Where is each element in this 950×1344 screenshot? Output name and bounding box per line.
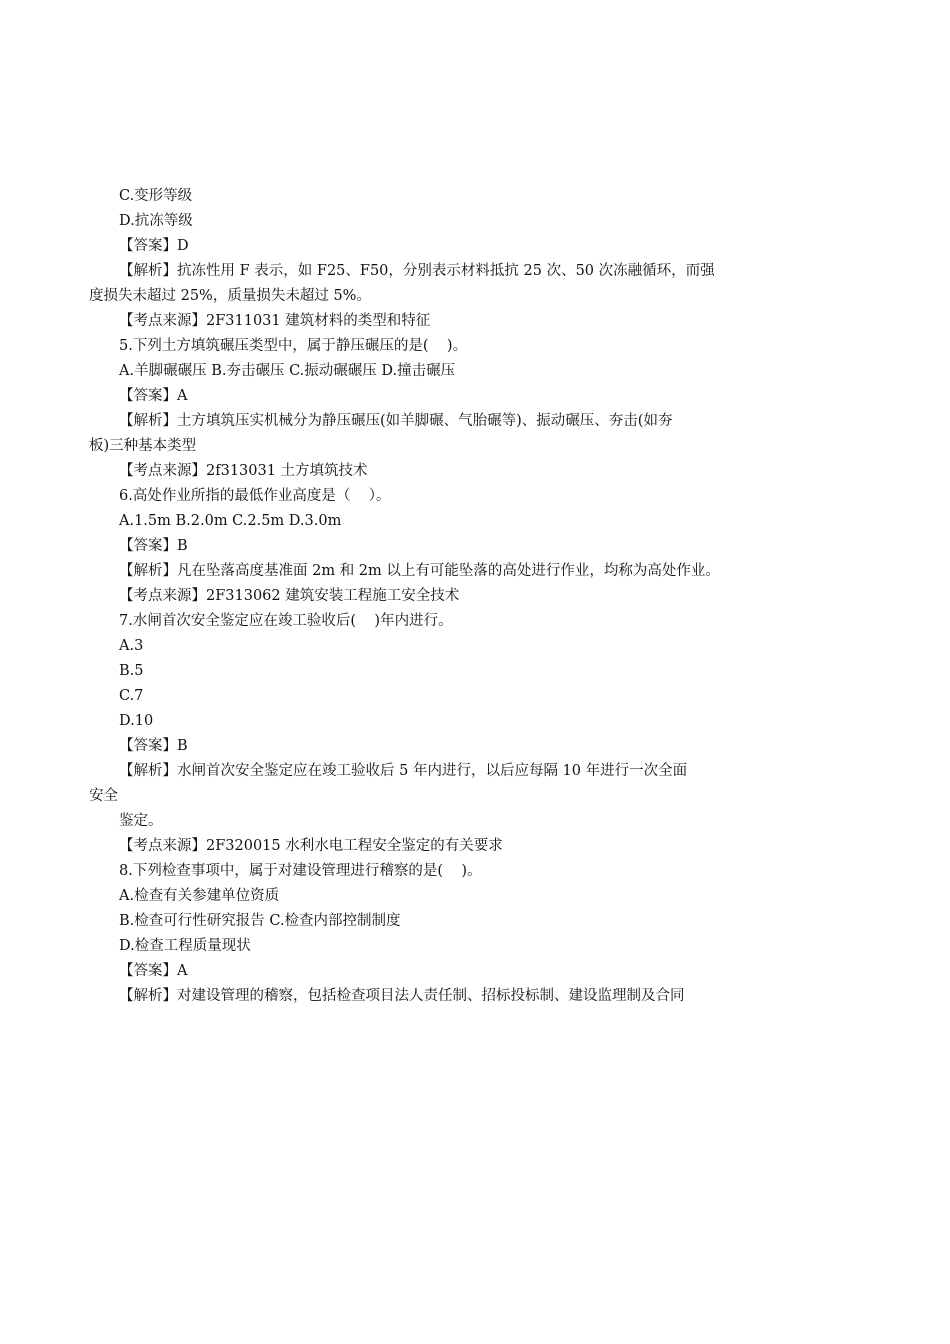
answer: 【答案】A bbox=[119, 388, 188, 404]
analysis: 【解析】凡在坠落高度基准面 2m 和 2m 以上有可能坠落的高处进行作业，均称为高处作业。 bbox=[119, 563, 720, 579]
source: 【考点来源】2f313031 土方填筑技术 bbox=[119, 463, 368, 479]
source: 【考点来源】2F313062 建筑安装工程施工安全技术 bbox=[119, 588, 460, 604]
option-c: C.7 bbox=[119, 688, 144, 704]
answer: 【答案】A bbox=[119, 963, 188, 979]
question-7: 7.水闸首次安全鉴定应在竣工验收后( )年内进行。 bbox=[119, 613, 453, 629]
option-c: C.变形等级 bbox=[119, 188, 193, 204]
analysis: 【解析】水闸首次安全鉴定应在竣工验收后 5 年内进行，以后应每隔 10 年进行一次全面 bbox=[119, 763, 688, 779]
analysis-continued: 安全 bbox=[89, 788, 118, 804]
option-a: A.3 bbox=[119, 638, 144, 654]
analysis-continued: 板)三种基本类型 bbox=[89, 438, 197, 454]
question-6: 6.高处作业所指的最低作业高度是（ ）。 bbox=[119, 488, 391, 504]
question-8: 8.下列检查事项中，属于对建设管理进行稽察的是( )。 bbox=[119, 863, 482, 879]
option-d: D.检查工程质量现状 bbox=[119, 938, 251, 954]
question-6-options: A.1.5m B.2.0m C.2.5m D.3.0m bbox=[119, 513, 342, 529]
answer: 【答案】D bbox=[119, 238, 189, 254]
question-5-options: A.羊脚碾碾压 B.夯击碾压 C.振动碾碾压 D.撞击碾压 bbox=[119, 363, 456, 379]
analysis: 【解析】对建设管理的稽察，包括检查项目法人责任制、招标投标制、建设监理制及合同 bbox=[119, 988, 685, 1004]
option-a: A.检查有关参建单位资质 bbox=[119, 888, 280, 904]
option-d: D.抗冻等级 bbox=[119, 213, 193, 229]
answer: 【答案】B bbox=[119, 538, 188, 554]
option-b: B.5 bbox=[119, 663, 144, 679]
analysis-continued: 鉴定。 bbox=[119, 813, 163, 829]
option-d: D.10 bbox=[119, 713, 154, 729]
analysis: 【解析】抗冻性用 F 表示，如 F25、F50，分别表示材料抵抗 25 次、50 次冻融循环，而强 bbox=[119, 263, 715, 279]
analysis-continued: 度损失未超过 25%，质量损失未超过 5%。 bbox=[89, 288, 371, 304]
source: 【考点来源】2F320015 水利水电工程安全鉴定的有关要求 bbox=[119, 838, 503, 854]
analysis: 【解析】土方填筑压实机械分为静压碾压(如羊脚碾、气胎碾等)、振动碾压、夯击(如夯 bbox=[119, 413, 673, 429]
source: 【考点来源】2F311031 建筑材料的类型和特征 bbox=[119, 313, 431, 329]
answer: 【答案】B bbox=[119, 738, 188, 754]
question-5: 5.下列土方填筑碾压类型中，属于静压碾压的是( )。 bbox=[119, 338, 468, 354]
options-b-c: B.检查可行性研究报告 C.检查内部控制制度 bbox=[119, 913, 401, 929]
